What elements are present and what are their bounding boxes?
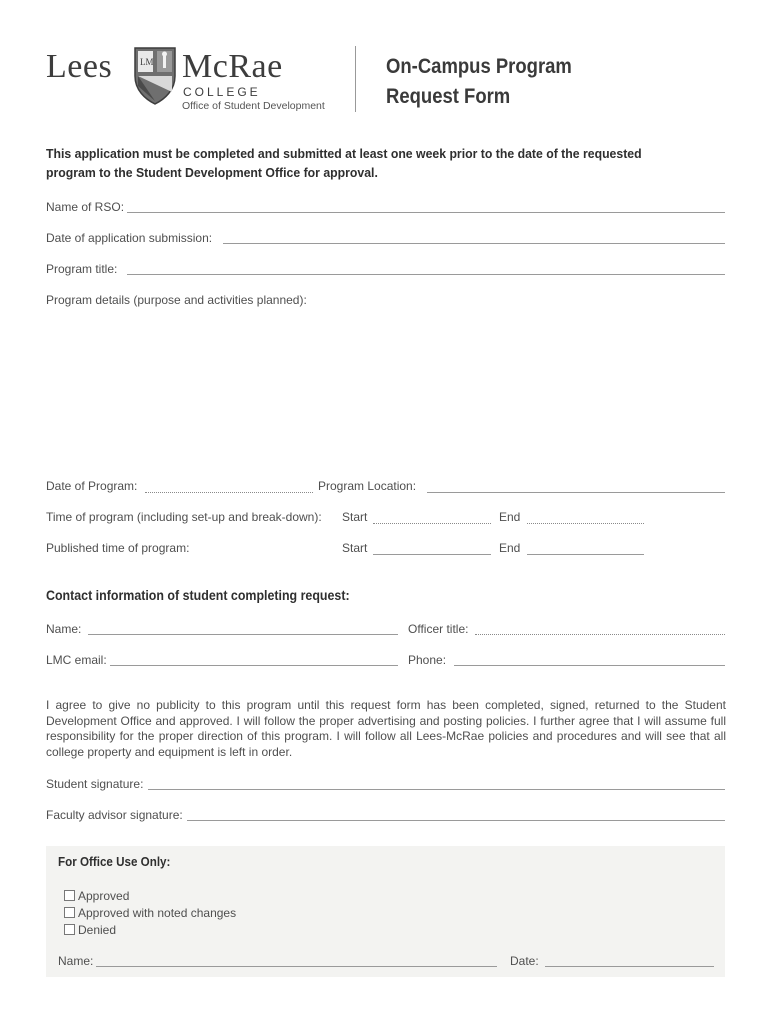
office-use-title: For Office Use Only: (58, 855, 171, 869)
rso-name-field[interactable] (127, 212, 725, 213)
program-date-label: Date of Program: (46, 479, 138, 493)
program-title-field[interactable] (127, 274, 725, 275)
office-name-label: Name: (58, 954, 94, 968)
form-title-line2: Request Form (386, 85, 511, 108)
office-date-label: Date: (510, 954, 539, 968)
logo-lees-text: Lees (46, 48, 113, 85)
program-time-start-label: Start (342, 510, 368, 524)
program-details-label: Program details (purpose and activities planned): (46, 293, 307, 307)
approved-label: Approved (78, 889, 130, 903)
header-divider (355, 46, 356, 112)
program-details-field[interactable] (46, 312, 725, 472)
program-time-label: Time of program (including set-up and break-down): (46, 510, 322, 524)
logo-college-text: COLLEGE (183, 85, 261, 99)
college-shield-icon (133, 46, 177, 106)
svg-text:LM: LM (140, 57, 154, 67)
agreement-text: I agree to give no publicity to this program until this request form has been completed, signed, returned to the Student Development Office and approved. I will follow the proper advertising and posting policies. I further agree that I will assume full responsibility for the proper direction of this program. I will follow all Lees-McRae policies and procedures and will see that all college property and equipment is left in order. (46, 698, 726, 759)
advisor-signature-label: Faculty advisor signature: (46, 808, 183, 822)
submission-date-label: Date of application submission: (46, 231, 213, 245)
phone-field[interactable] (454, 665, 725, 666)
logo-mcrae-text: McRae (182, 48, 283, 85)
program-location-label: Program Location: (318, 479, 417, 493)
contact-heading: Contact information of student completing request: (46, 588, 350, 603)
program-time-start-field[interactable] (373, 523, 491, 524)
office-name-field[interactable] (96, 966, 497, 967)
published-end-label: End (499, 541, 521, 555)
approved-with-changes-label: Approved with noted changes (78, 906, 237, 920)
program-title-label: Program title: (46, 262, 118, 276)
published-time-label: Published time of program: (46, 541, 190, 555)
contact-name-field[interactable] (88, 634, 398, 635)
published-start-label: Start (342, 541, 368, 555)
email-label: LMC email: (46, 653, 107, 667)
published-start-field[interactable] (373, 554, 491, 555)
phone-label: Phone: (408, 653, 447, 667)
form-title (386, 52, 615, 112)
logo-office-text: Office of Student Development (182, 100, 325, 112)
submission-date-field[interactable] (223, 243, 725, 244)
contact-name-label: Name: (46, 622, 82, 636)
denied-checkbox[interactable] (64, 924, 75, 935)
denied-label: Denied (78, 923, 117, 937)
student-signature-field[interactable] (148, 789, 725, 790)
officer-title-label: Officer title: (408, 622, 469, 636)
program-time-end-label: End (499, 510, 521, 524)
program-time-end-field[interactable] (527, 523, 644, 524)
approved-with-changes-checkbox[interactable] (64, 907, 75, 918)
advisor-signature-field[interactable] (187, 820, 725, 821)
published-end-field[interactable] (527, 554, 644, 555)
student-signature-label: Student signature: (46, 777, 144, 791)
approved-checkbox[interactable] (64, 890, 75, 901)
rso-name-label: Name of RSO: (46, 200, 125, 214)
form-title-line1: On-Campus Program (386, 55, 572, 78)
email-field[interactable] (110, 665, 398, 666)
office-date-field[interactable] (545, 966, 714, 967)
program-date-field[interactable] (145, 492, 313, 493)
program-location-field[interactable] (427, 492, 725, 493)
intro-text: This application must be completed and submitted at least one week prior to the date of the requested program to the Student Development Office for approval. (46, 146, 642, 180)
officer-title-field[interactable] (475, 634, 725, 635)
